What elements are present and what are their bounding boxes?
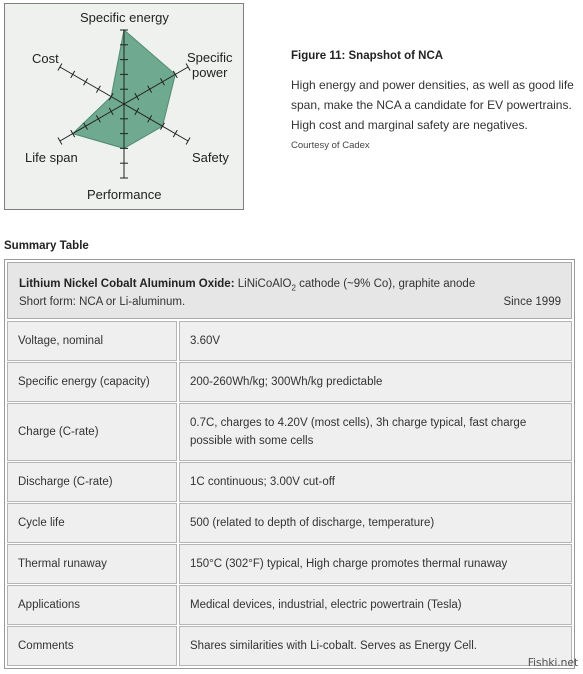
chemistry-name: [19, 278, 475, 292]
caption-body: High energy and power densities, as well as good life span, make the NCA a candidate for EV powertrains. High cost and marginal safety are negatives.: [291, 78, 574, 132]
radar-label-specific-power-line2: power: [192, 65, 228, 80]
figure-caption: [291, 50, 576, 151]
row-key: Cycle life: [7, 503, 177, 543]
table-row: [7, 462, 572, 502]
radar-label-specific-energy: Specific energy: [80, 10, 169, 25]
table-row: [7, 503, 572, 543]
table-row: [7, 362, 572, 402]
radar-tick: [58, 138, 62, 145]
radar-tick: [96, 86, 100, 93]
radar-label-performance: Performance: [87, 187, 162, 202]
row-key: Charge (C-rate): [7, 403, 177, 461]
radar-label-safety: Safety: [192, 150, 229, 165]
formula-suffix: cathode (~9% Co), graphite anode: [295, 278, 476, 290]
chemistry-name-bold: Lithium Nickel Cobalt Aluminum Oxide:: [19, 278, 235, 290]
radar-label-specific-power: [187, 50, 233, 80]
row-value: 150°C (302°F) typical, High charge promotes thermal runaway: [179, 544, 572, 584]
radar-chart: [5, 4, 243, 209]
table-header: [7, 262, 572, 319]
caption-title: Figure 11: Snapshot of NCA: [291, 50, 444, 62]
radar-tick: [71, 71, 75, 78]
radar-label-cost: Cost: [32, 51, 59, 66]
radar-tick: [173, 130, 177, 137]
row-value: Medical devices, industrial, electric powertrain (Tesla): [179, 585, 572, 625]
row-key: Discharge (C-rate): [7, 462, 177, 502]
radar-tick: [186, 138, 190, 145]
row-key: Voltage, nominal: [7, 321, 177, 361]
watermark: Fishki.net: [527, 656, 578, 669]
summary-table: [4, 259, 575, 669]
row-value: 200-260Wh/kg; 300Wh/kg predictable: [179, 362, 572, 402]
formula-prefix: LiNiCoAlO: [237, 278, 292, 290]
table-row: [7, 626, 572, 666]
radar-label-specific-power-line1: Specific: [187, 50, 233, 65]
caption-credit: Courtesy of Cadex: [291, 140, 370, 151]
table-row: [7, 585, 572, 625]
row-value: Shares similarities with Li-cobalt. Serves as Energy Cell.: [179, 626, 572, 666]
row-value: 500 (related to depth of discharge, temperature): [179, 503, 572, 543]
table-row: [7, 403, 572, 461]
row-key: Applications: [7, 585, 177, 625]
row-value: 1C continuous; 3.00V cut-off: [179, 462, 572, 502]
row-value: 3.60V: [179, 321, 572, 361]
row-key: Thermal runaway: [7, 544, 177, 584]
row-value: 0.7C, charges to 4.20V (most cells), 3h charge typical, fast charge possible with some cells: [179, 403, 572, 461]
summary-table-title: Summary Table: [4, 240, 89, 252]
radar-tick: [84, 78, 88, 85]
radar-figure: [4, 3, 244, 210]
row-key: Comments: [7, 626, 177, 666]
table-row: [7, 321, 572, 361]
table-row: [7, 544, 572, 584]
formula-subscript: 2: [291, 283, 296, 293]
short-form: Short form: NCA or Li-aluminum.: [19, 296, 186, 308]
since-year: Since 1999: [503, 296, 561, 308]
row-key: Specific energy (capacity): [7, 362, 177, 402]
radar-label-life-span: Life span: [25, 150, 78, 165]
